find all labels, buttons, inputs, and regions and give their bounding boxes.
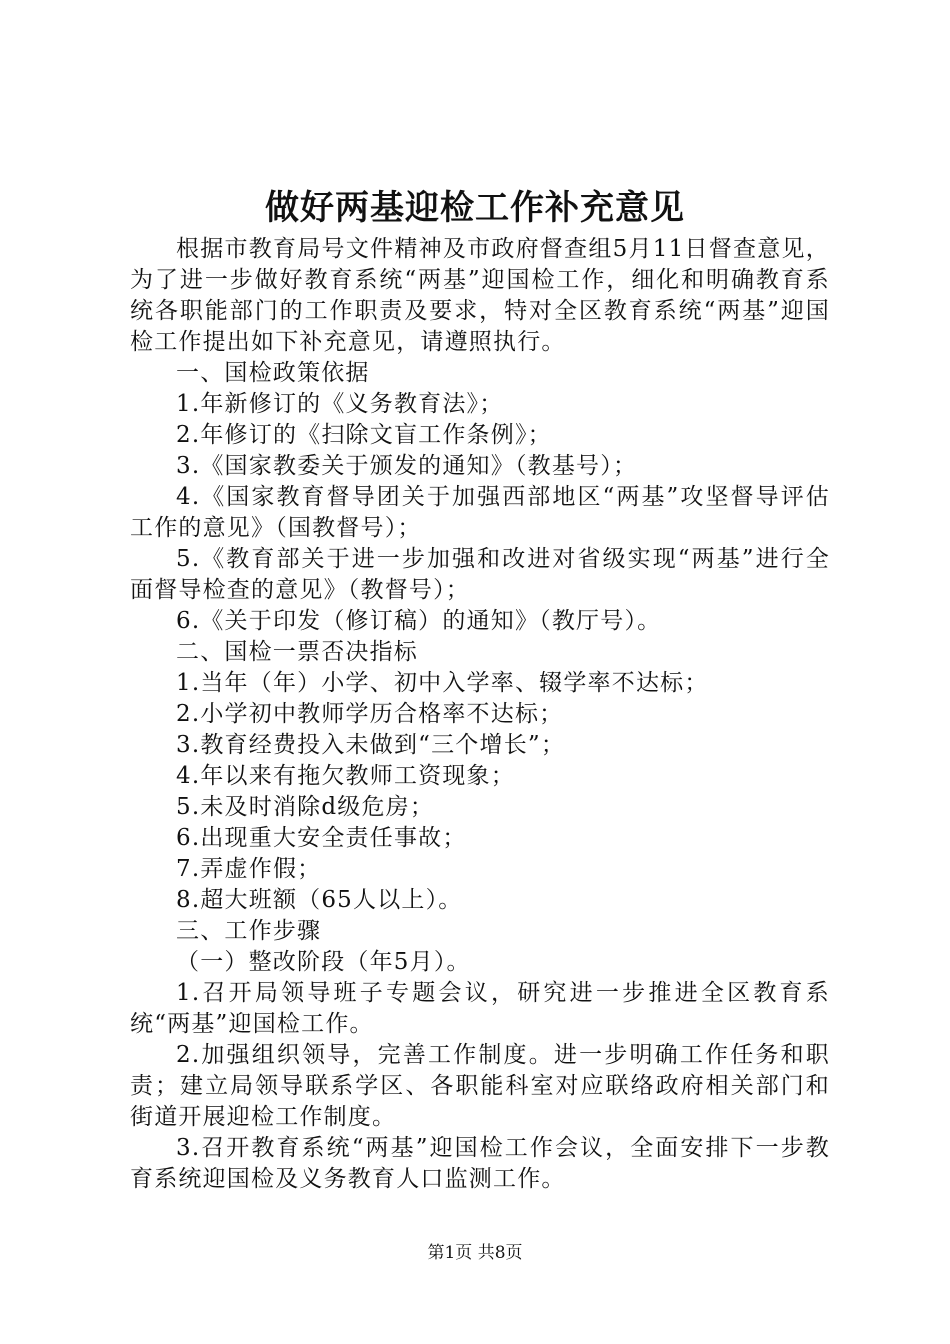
policy-item-2: 2.年修订的《扫除文盲工作条例》； [176,422,552,448]
section-heading-veto-indicators: 二、国检一票否决指标 [176,639,418,665]
paragraph-intro: 根据市教育局号文件精神及市政府督查组5月11日督查意见，为了进一步做好教育系统“两基”迎国检工作，细化和明确教育系统各职能部门的工作职责及要求，特对全区教育系统“两基”迎国检工作提出如下补充意见，请遵照执行。 [130,236,830,355]
veto-item-2: 2.小学初中教师学历合格率不达标； [176,701,564,727]
step-item-1: 1.召开局领导班子专题会议，研究进一步推进全区教育系统“两基”迎国检工作。 [130,980,830,1037]
policy-item-5: 5.《教育部关于进一步加强和改进对省级实现“两基”进行全面督导检查的意见》（教督号）； [130,546,830,603]
step-item-2: 2.加强组织领导，完善工作制度。进一步明确工作任务和职责；建立局领导联系学区、各职能科室对应联络政府相关部门和街道开展迎检工作制度。 [130,1042,830,1130]
subsection-heading-rectification: （一）整改阶段（年5月）。 [176,949,471,975]
policy-item-3: 3.《国家教委关于颁发的通知》（教基号）； [176,453,638,479]
step-item-3: 3.召开教育系统“两基”迎国检工作会议，全面安排下一步教育系统迎国检及义务教育人口监测工作。 [130,1135,830,1192]
policy-item-4: 4.《国家教育督导团关于加强西部地区“两基”攻坚督导评估工作的意见》（国教督号）； [130,484,830,541]
veto-item-6: 6.出现重大安全责任事故； [176,825,467,851]
veto-item-4: 4.年以来有拖欠教师工资现象； [176,763,515,789]
veto-item-5: 5.未及时消除d级危房； [176,794,435,820]
page-number-footer: 第1页 共8页 [427,1243,523,1263]
document-title: 做好两基迎检工作补充意见 [265,188,685,228]
veto-item-3: 3.教育经费投入未做到“三个增长”； [176,732,566,758]
veto-item-1: 1.当年（年）小学、初中入学率、辍学率不达标； [176,670,709,696]
veto-item-7: 7.弄虚作假； [176,856,322,882]
document-body [130,234,830,1195]
policy-item-1: 1.年新修订的《义务教育法》； [176,391,504,417]
section-heading-work-steps: 三、工作步骤 [176,918,322,944]
veto-item-8: 8.超大班额（65人以上）。 [176,887,463,913]
section-heading-policy-basis: 一、国检政策依据 [176,360,370,386]
policy-item-6: 6.《关于印发（修订稿）的通知》（教厅号）。 [176,608,662,634]
